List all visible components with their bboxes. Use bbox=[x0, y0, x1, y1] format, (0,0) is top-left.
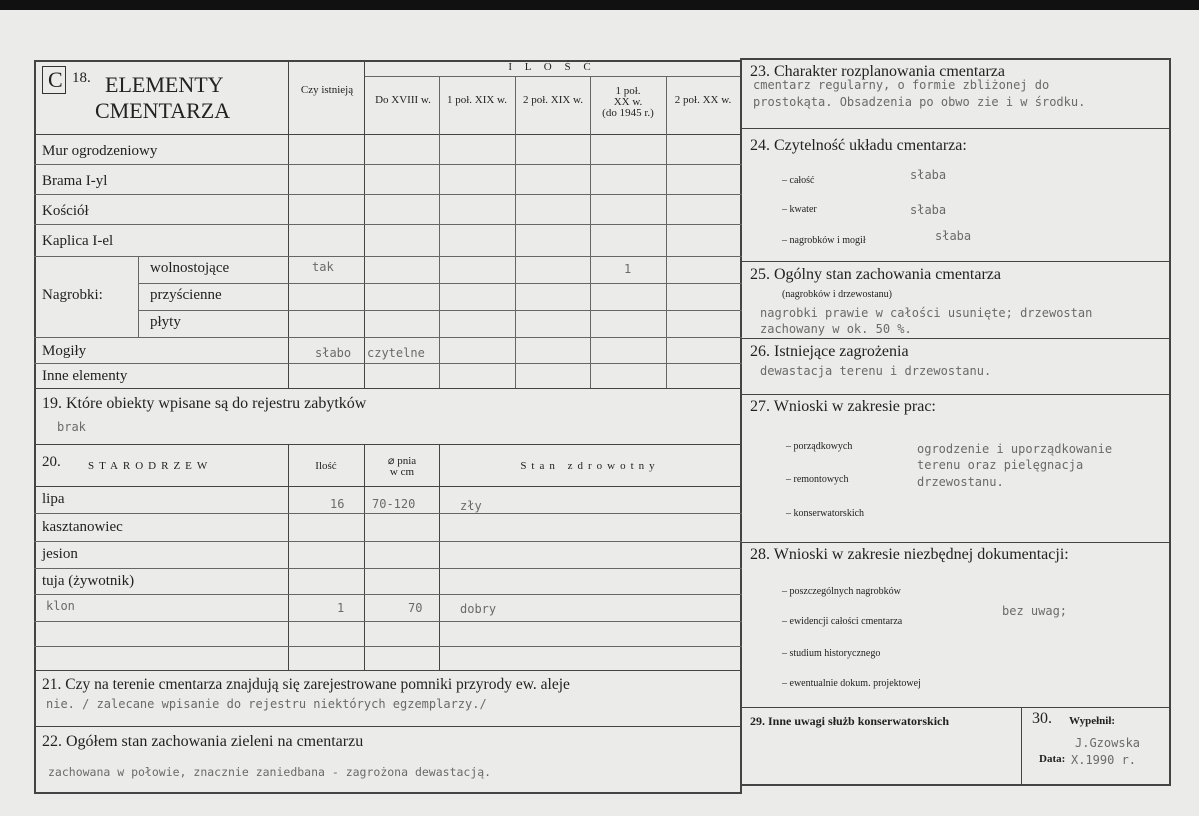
q30-label: Wypełnił: bbox=[1069, 715, 1116, 727]
q22-label: 22. Ogółem stan zachowania zieleni na cmentarzu bbox=[42, 733, 364, 750]
row-kaplica: Kaplica I-el bbox=[42, 233, 114, 249]
q22-answer: zachowana w połowie, znacznie zaniedbana - zagrożona dewastacją. bbox=[48, 765, 492, 779]
q27-answer-line3: drzewostanu. bbox=[917, 475, 1004, 489]
header-bottom-rule bbox=[34, 134, 742, 135]
row-rule bbox=[138, 310, 742, 311]
tree-row-qty: 16 bbox=[330, 497, 345, 511]
q20-col-diam-a: ⌀ pnia bbox=[387, 455, 417, 467]
tree-row-diam: 70 bbox=[408, 601, 423, 615]
row-rule bbox=[34, 224, 742, 225]
col-header-xx1-c: (do 1945 r.) bbox=[602, 107, 654, 119]
q28-item-ewidencji: – ewidencji całości cmentarza bbox=[782, 616, 903, 627]
q23-label: 23. Charakter rozplanowania cmentarza bbox=[750, 63, 1005, 80]
q30-date: X.1990 r. bbox=[1071, 753, 1137, 767]
section-rule bbox=[34, 726, 742, 727]
tree-row-health: zły bbox=[460, 499, 482, 513]
wolnostojace-xx1: 1 bbox=[624, 262, 632, 276]
tree-row-diam: 70-120 bbox=[372, 497, 416, 511]
section-rule bbox=[740, 261, 1171, 262]
col-divider bbox=[288, 444, 289, 670]
row-brama: Brama I-yl bbox=[42, 173, 108, 189]
col-divider bbox=[590, 76, 591, 388]
q21-answer: nie. / zalecane wpisanie do rejestru niektórych egzemplarzy./ bbox=[46, 697, 487, 711]
section-rule bbox=[34, 444, 742, 445]
section-rule bbox=[34, 388, 742, 389]
q24-kwater-label: – kwater bbox=[782, 204, 817, 215]
row-rule bbox=[34, 337, 742, 338]
q20-number: 20. bbox=[42, 454, 61, 470]
section-letter: C bbox=[48, 67, 63, 92]
q24-kwater-value: słaba bbox=[910, 203, 947, 217]
q20-col-health: Stan zdrowotny bbox=[520, 460, 660, 472]
col-header-exists: Czy istnieją bbox=[300, 84, 354, 96]
mogily-note-a: słabo bbox=[315, 346, 352, 360]
wolnostojace-exists: tak bbox=[312, 260, 334, 274]
q30-number: 30. bbox=[1032, 710, 1052, 727]
tree-row-qty: 1 bbox=[337, 601, 345, 615]
row-rule bbox=[34, 256, 742, 257]
right-panel-frame bbox=[740, 58, 1171, 786]
col-divider bbox=[364, 444, 365, 670]
tree-row-name: klon bbox=[46, 599, 75, 613]
col-header-xx2: 2 poł. XX w. bbox=[674, 94, 732, 106]
row-mogily: Mogiły bbox=[42, 343, 87, 359]
tree-row-name: tuja (żywotnik) bbox=[42, 573, 135, 589]
col-header-xx1-b: XX w. bbox=[613, 96, 643, 108]
row-kosciol: Kościół bbox=[42, 203, 89, 219]
row-inne: Inne elementy bbox=[42, 368, 128, 384]
tree-row-health: dobry bbox=[460, 602, 497, 616]
q24-nagrobkow-label: – nagrobków i mogił bbox=[782, 235, 866, 246]
row-rule bbox=[34, 594, 742, 595]
q24-label: 24. Czytelność układu cmentarza: bbox=[750, 137, 967, 154]
row-rule bbox=[34, 568, 742, 569]
q20-title: STARODRZEW bbox=[88, 460, 213, 472]
col-divider bbox=[439, 444, 440, 670]
row-wolnostojace: wolnostojące bbox=[150, 260, 230, 276]
q24-nagrobkow-value: słaba bbox=[935, 229, 972, 243]
q28-item-nagrobkow: – poszczególnych nagrobków bbox=[782, 586, 901, 597]
mogily-note-b: czytelne bbox=[367, 346, 425, 360]
row-rule bbox=[34, 486, 742, 487]
section-rule bbox=[740, 707, 1171, 708]
q24-calosc-label: – całość bbox=[782, 175, 815, 186]
q26-label: 26. Istniejące zagrożenia bbox=[750, 343, 909, 360]
col-divider bbox=[439, 76, 440, 388]
row-plyty: płyty bbox=[150, 314, 181, 330]
col-header-xviii: Do XVIII w. bbox=[375, 94, 431, 106]
q28-answer: bez uwag; bbox=[1002, 604, 1068, 618]
q23-line1: cmentarz regularny, o formie zbliżonej do bbox=[753, 78, 1050, 92]
section-number: 18. bbox=[72, 70, 91, 86]
row-rule bbox=[34, 164, 742, 165]
q28-label: 28. Wnioski w zakresie niezbędnej dokumentacji: bbox=[750, 546, 1069, 563]
qty-header-rule bbox=[364, 76, 740, 77]
q21-label: 21. Czy na terenie cmentarza znajdują się zarejestrowane pomniki przyrody ew. aleje bbox=[42, 676, 570, 693]
q27-remontowych: – remontowych bbox=[786, 474, 849, 485]
section-title-line1: ELEMENTY bbox=[105, 72, 224, 97]
q24-calosc-value: słaba bbox=[910, 168, 947, 182]
q27-answer-line2: terenu oraz pielęgnacja bbox=[917, 458, 1084, 472]
q27-answer-line1: ogrodzenie i uporządkowanie bbox=[917, 442, 1113, 456]
q25-label: 25. Ogólny stan zachowania cmentarza bbox=[750, 266, 1002, 283]
section-rule bbox=[740, 128, 1171, 129]
q25-line1: nagrobki prawie w całości usunięte; drzewostan bbox=[760, 306, 1093, 320]
tree-row-name: kasztanowiec bbox=[42, 519, 123, 535]
col-divider bbox=[666, 76, 667, 388]
q28-item-projektowej: – ewentualnie dokum. projektowej bbox=[782, 678, 921, 689]
q27-label: 27. Wnioski w zakresie prac: bbox=[750, 398, 936, 415]
section-rule bbox=[740, 542, 1171, 543]
q25-sub: (nagrobków i drzewostanu) bbox=[782, 289, 892, 300]
row-rule bbox=[34, 646, 742, 647]
section-rule bbox=[740, 394, 1171, 395]
col-header-xx1-a: 1 poł. bbox=[615, 85, 641, 97]
row-rule bbox=[34, 363, 742, 364]
q26-answer: dewastacja terenu i drzewostanu. bbox=[760, 364, 992, 378]
row-rule bbox=[34, 194, 742, 195]
q23-line2: prostokąta. Obsadzenia po obwo zie i w środku. bbox=[753, 95, 1086, 109]
q30-name: J.Gzowska bbox=[1075, 736, 1141, 750]
nagrobki-divider bbox=[138, 256, 139, 337]
section-rule bbox=[740, 338, 1171, 339]
row-rule bbox=[34, 621, 742, 622]
q19-label: 19. Które obiekty wpisane są do rejestru zabytków bbox=[42, 395, 367, 412]
q30-date-label: Data: bbox=[1039, 753, 1066, 765]
qty-header: I L O Ś Ć bbox=[508, 61, 596, 73]
tree-row-name: jesion bbox=[42, 546, 78, 562]
section-rule bbox=[34, 670, 742, 671]
form-card bbox=[0, 10, 1199, 816]
row-nagrobki: Nagrobki: bbox=[42, 287, 103, 303]
q27-konserwatorskich: – konserwatorskich bbox=[786, 508, 865, 519]
col-divider bbox=[515, 76, 516, 388]
tree-row-name: lipa bbox=[42, 491, 65, 507]
row-rule bbox=[34, 513, 742, 514]
col-divider bbox=[1021, 707, 1022, 786]
row-mur: Mur ogrodzeniowy bbox=[42, 143, 158, 159]
q25-line2: zachowany w ok. 50 %. bbox=[760, 322, 912, 336]
q20-col-qty: Ilość bbox=[315, 460, 337, 472]
row-rule bbox=[138, 283, 742, 284]
col-header-xix2: 2 poł. XIX w. bbox=[522, 94, 584, 106]
row-przyscienne: przyścienne bbox=[150, 287, 222, 303]
q27-porzadkowych: – porządkowych bbox=[786, 441, 853, 452]
q29-label: 29. Inne uwagi służb konserwatorskich bbox=[750, 714, 950, 728]
col-header-xix1: 1 poł. XIX w. bbox=[446, 94, 508, 106]
q28-item-studium: – studium historycznego bbox=[782, 648, 881, 659]
q19-answer: brak bbox=[57, 420, 86, 434]
q20-col-diam-b: w cm bbox=[389, 466, 415, 478]
section-title-line2: CMENTARZA bbox=[95, 98, 231, 123]
row-rule bbox=[34, 541, 742, 542]
